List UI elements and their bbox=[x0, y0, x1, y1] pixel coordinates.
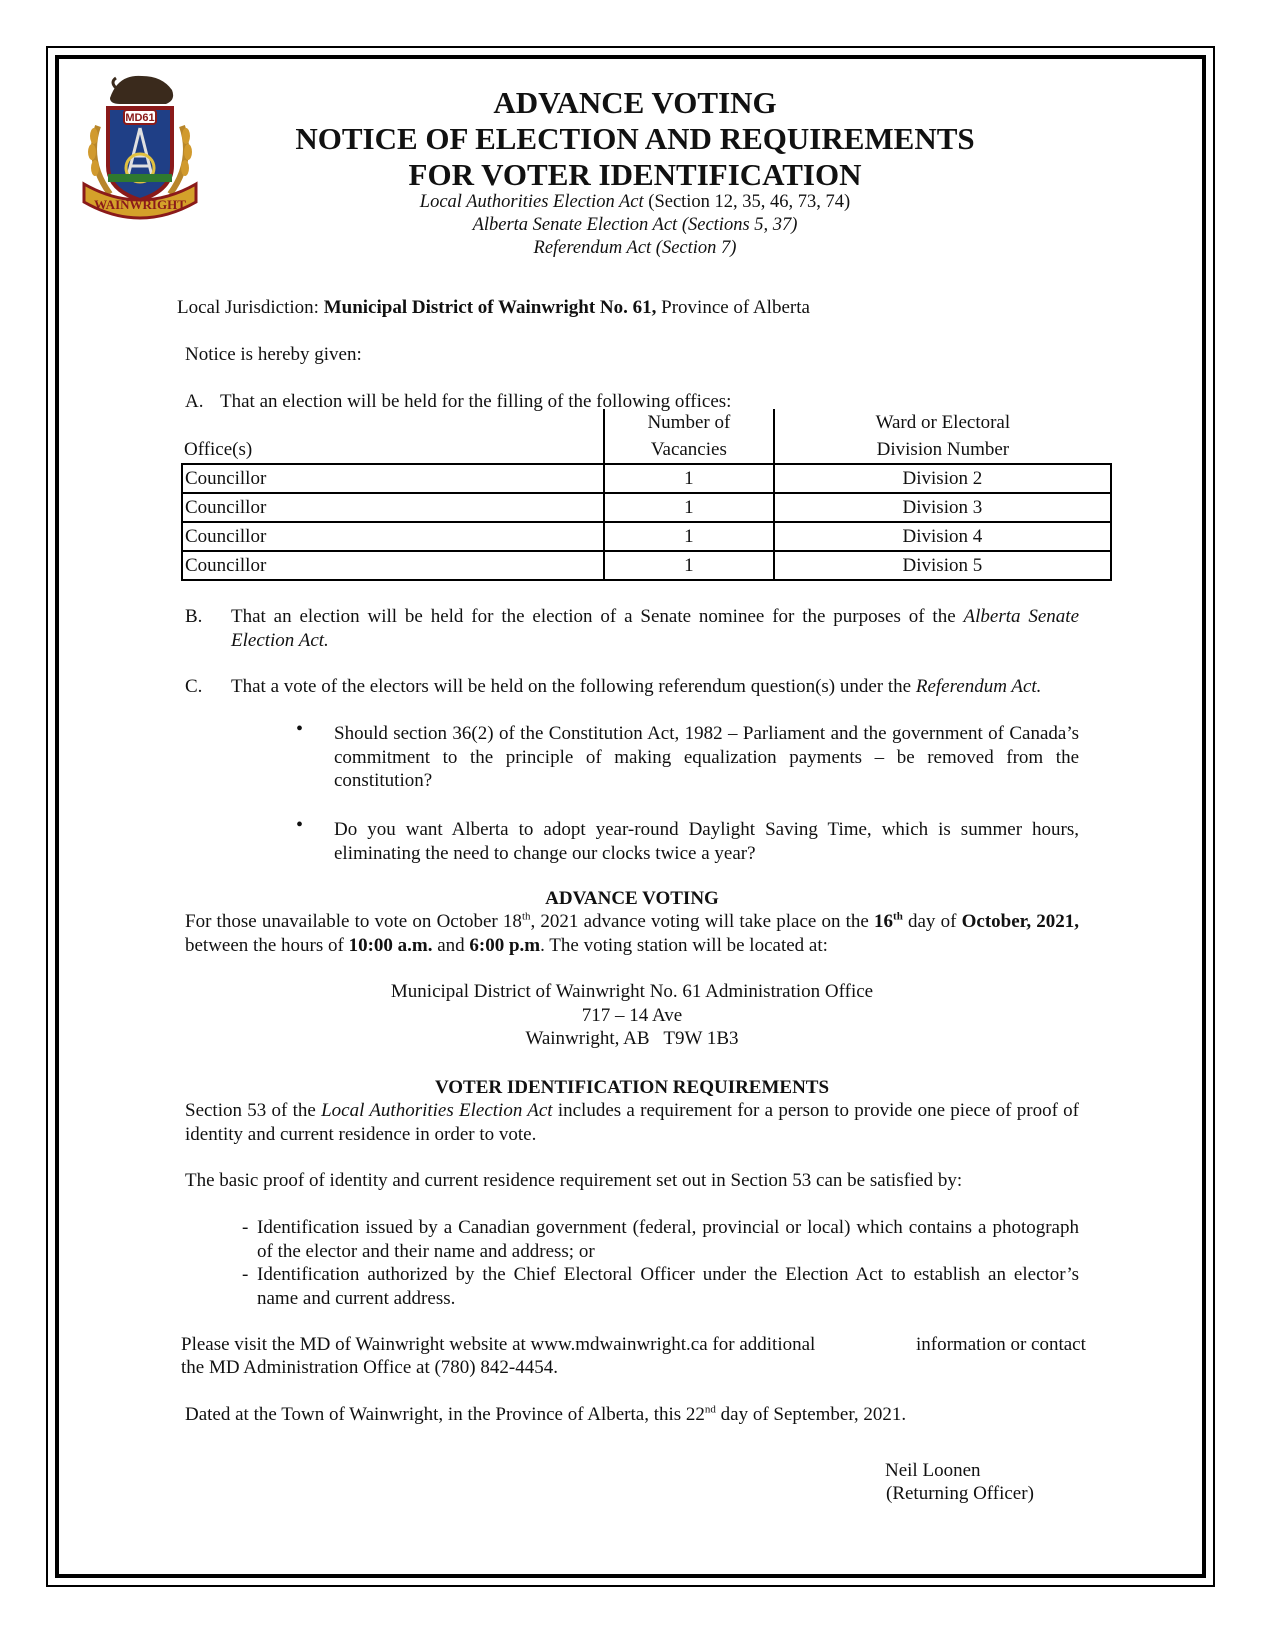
cell-vacancies: 1 bbox=[604, 493, 774, 522]
cell-office: Councillor bbox=[182, 551, 604, 580]
notice-intro: Notice is hereby given: bbox=[185, 344, 362, 365]
cell-division: Division 3 bbox=[774, 493, 1111, 522]
title-line-2: NOTICE OF ELECTION AND REQUIREMENTS bbox=[295, 121, 975, 156]
cell-office: Councillor bbox=[182, 522, 604, 551]
title-line-3: FOR VOTER IDENTIFICATION bbox=[408, 157, 862, 192]
dash-marker: - bbox=[242, 1217, 249, 1238]
title-line-1: ADVANCE VOTING bbox=[493, 85, 777, 120]
act-line-2: Alberta Senate Election Act (Sections 5, 37) bbox=[472, 215, 798, 235]
dash-marker: - bbox=[242, 1264, 249, 1285]
voter-id-paragraph-1: Section 53 of the Local Authorities Election Act includes a requirement for a person to provide one piece of proof of identity and current residence in order to vote. bbox=[185, 1100, 1079, 1145]
offices-table bbox=[181, 409, 1112, 581]
header-vacancies: Number of Vacancies bbox=[604, 409, 774, 464]
cell-division: Division 2 bbox=[774, 464, 1111, 493]
website-line-1b: information or contact bbox=[916, 1334, 1086, 1355]
act-line-1: Local Authorities Election Act (Section 12, 35, 46, 73, 74) bbox=[419, 192, 851, 212]
referendum-question-2: Do you want Alberta to adopt year-round Daylight Saving Time, which is summer hours, eliminating the need to change our clocks twice a year? bbox=[334, 819, 1079, 864]
table-row bbox=[182, 551, 1111, 580]
section-c-text: That a vote of the electors will be held on the following referendum question(s) under the Referendum Act. bbox=[231, 676, 1042, 697]
referendum-question-1: Should section 36(2) of the Constitution Act, 1982 – Parliament and the government of Canada’s commitment to the principle of making equalization payments – be removed from the constitution? bbox=[334, 723, 1079, 791]
id-option-1: Identification issued by a Canadian government (federal, provincial or local) which contains a photograph of the elector and their name and address; or bbox=[257, 1217, 1079, 1262]
header-office: Office(s) bbox=[182, 409, 604, 464]
header-ward: Ward or Electoral Division Number bbox=[875, 412, 1011, 460]
offices-table-header bbox=[182, 409, 1111, 464]
cell-office: Councillor bbox=[182, 464, 604, 493]
section-a-text: That an election will be held for the filling of the following offices: bbox=[220, 391, 732, 412]
cell-vacancies: 1 bbox=[604, 522, 774, 551]
website-line-1a: Please visit the MD of Wainwright website at www.mdwainwright.ca for additional bbox=[181, 1334, 816, 1355]
table-row bbox=[182, 464, 1111, 493]
act-line-3: Referendum Act (Section 7) bbox=[533, 238, 737, 258]
section-c-letter: C. bbox=[185, 676, 203, 697]
logo-bottom-text: WAINWRIGHT bbox=[94, 197, 186, 212]
cell-division: Division 5 bbox=[774, 551, 1111, 580]
logo-top-text: MD61 bbox=[125, 112, 155, 124]
id-option-2: Identification authorized by the Chief Electoral Officer under the Election Act to establish an elector’s name and current address. bbox=[257, 1264, 1079, 1309]
cell-vacancies: 1 bbox=[604, 551, 774, 580]
voter-id-paragraph-2: The basic proof of identity and current residence requirement set out in Section 53 can be satisfied by: bbox=[185, 1170, 963, 1191]
signatory-title: (Returning Officer) bbox=[886, 1483, 1034, 1504]
signatory-name: Neil Loonen bbox=[885, 1460, 981, 1481]
section-b-text: That an election will be held for the election of a Senate nominee for the purposes of the Alberta Senate Election Act. bbox=[231, 606, 1080, 651]
voter-id-heading: VOTER IDENTIFICATION REQUIREMENTS bbox=[434, 1077, 830, 1098]
bullet-icon: • bbox=[296, 718, 304, 740]
address-line: Municipal District of Wainwright No. 61 Administration Office bbox=[390, 981, 874, 1002]
bullet-icon: • bbox=[296, 814, 304, 836]
cell-office: Councillor bbox=[182, 493, 604, 522]
cell-division: Division 4 bbox=[774, 522, 1111, 551]
local-jurisdiction: Local Jurisdiction: Municipal District of Wainwright No. 61, Province of Alberta bbox=[177, 297, 810, 318]
dated-line: Dated at the Town of Wainwright, in the Province of Alberta, this 22nd day of September, 2021. bbox=[185, 1403, 907, 1425]
voting-address bbox=[185, 980, 1079, 1051]
section-b-letter: B. bbox=[185, 606, 203, 627]
md-wainwright-crest-logo bbox=[80, 66, 200, 222]
table-row bbox=[182, 522, 1111, 551]
cell-vacancies: 1 bbox=[604, 464, 774, 493]
address-line: Wainwright, AB T9W 1B3 bbox=[525, 1028, 739, 1049]
address-line: 717 – 14 Ave bbox=[581, 1004, 683, 1026]
advance-voting-heading: ADVANCE VOTING bbox=[545, 888, 719, 909]
advance-voting-text: For those unavailable to vote on October 18th, 2021 advance voting will take place on the 16th day of October, 2021, between the hours of 10:00 a.m. and 6:00 p.m. The voting station will be located at: bbox=[185, 910, 1080, 956]
table-row bbox=[182, 493, 1111, 522]
section-a-letter: A. bbox=[185, 391, 204, 412]
website-line-2: the MD Administration Office at (780) 842-4454. bbox=[181, 1357, 558, 1378]
